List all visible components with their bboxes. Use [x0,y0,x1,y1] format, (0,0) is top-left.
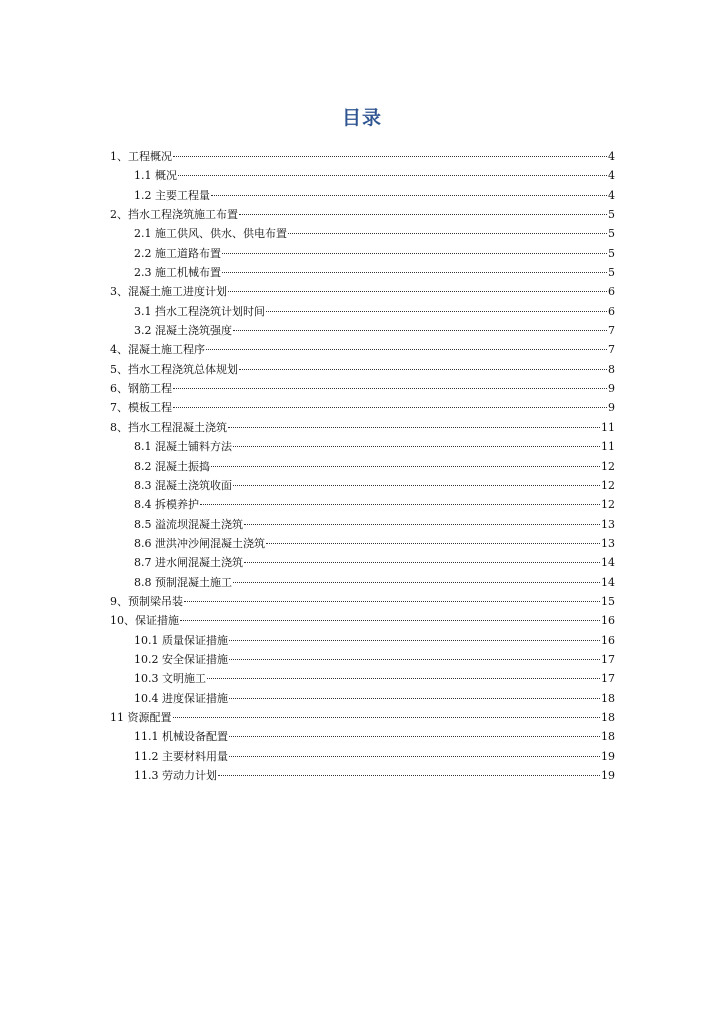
dot-leader [233,581,600,583]
toc-entry[interactable] [110,321,615,340]
toc-entry[interactable] [110,302,615,321]
toc-entry[interactable] [110,224,615,243]
toc-entry-label: 8.6 泄洪冲沙闸混凝土浇筑 [134,536,265,550]
toc-entry[interactable] [110,708,615,727]
dot-leader [233,445,600,447]
page-title: 目录 [341,107,382,129]
toc-entry-label: 3、混凝土施工进度计划 [110,285,227,299]
toc-entry-page-number: 14 [601,556,615,570]
dot-leader [206,348,607,350]
toc-entry-label: 11.3 劳动力计划 [134,769,217,782]
toc-entry-page-number: 16 [601,614,615,628]
toc-entry-label: 8.2 混凝土振捣 [134,459,210,473]
toc-entry[interactable] [110,553,615,572]
toc-entry-label: 9、预制梁吊装 [110,594,183,608]
toc-entry[interactable] [110,650,615,669]
toc-entry-label: 10.2 安全保证措施 [134,652,228,666]
dot-leader [180,619,600,621]
toc-entry[interactable] [110,495,615,514]
toc-entry-page-number: 12 [601,459,615,473]
toc-entry-page-number: 18 [601,730,615,744]
dot-leader [229,735,600,737]
toc-entry[interactable] [110,205,615,224]
dot-leader [233,484,600,486]
dot-leader [288,232,607,234]
toc-entry[interactable] [110,727,615,746]
toc-entry[interactable] [110,437,615,456]
toc-entry-page-number: 18 [601,710,615,724]
toc-entry-label: 8.7 进水闸混凝土浇筑 [134,556,243,570]
toc-entry[interactable] [110,244,615,263]
dot-leader [229,755,600,757]
table-of-contents [110,147,615,785]
toc-entry-label: 10.3 文明施工 [134,672,206,686]
toc-entry-label: 8.3 混凝土浇筑收面 [134,478,232,492]
toc-entry[interactable] [110,282,615,301]
dot-leader [173,406,607,408]
dot-leader [222,271,607,273]
toc-entry[interactable] [110,611,615,630]
toc-entry-page-number: 14 [601,575,615,589]
dot-leader [229,658,600,660]
toc-entry-label: 6、钢筋工程 [110,382,172,396]
toc-entry-page-number: 8 [608,362,615,376]
toc-entry-label: 2.3 施工机械布置 [134,266,221,280]
toc-entry-page-number: 19 [601,749,615,763]
toc-entry-label: 5、挡水工程浇筑总体规划 [110,362,238,376]
toc-entry[interactable] [110,689,615,708]
toc-entry-page-number: 19 [601,769,615,782]
toc-entry-label: 8.4 拆模养护 [134,498,199,512]
dot-leader [173,716,601,718]
toc-entry-page-number: 4 [608,150,615,163]
toc-entry-label: 3.2 混凝土浇筑强度 [134,324,232,338]
toc-entry-page-number: 16 [601,633,615,647]
toc-entry-page-number: 4 [608,169,615,183]
toc-entry[interactable] [110,515,615,534]
toc-entry[interactable] [110,360,615,379]
toc-entry-page-number: 13 [601,517,615,531]
toc-entry[interactable] [110,476,615,495]
dot-leader [228,426,600,428]
toc-entry-page-number: 5 [608,246,615,260]
toc-entry-label: 8.1 混凝土铺料方法 [134,440,232,454]
toc-entry-page-number: 12 [601,498,615,512]
dot-leader [244,523,600,525]
toc-entry[interactable] [110,592,615,611]
toc-entry[interactable] [110,631,615,650]
dot-leader [233,329,607,331]
dot-leader [211,465,600,467]
dot-leader [184,600,600,602]
dot-leader [207,677,600,679]
toc-entry[interactable] [110,573,615,592]
toc-entry[interactable] [110,340,615,359]
toc-entry-label: 1、工程概况 [110,150,172,163]
toc-entry-label: 11.1 机械设备配置 [134,730,228,744]
toc-entry-page-number: 9 [608,382,615,396]
toc-entry-page-number: 5 [608,227,615,241]
dot-leader [173,155,607,157]
toc-entry-page-number: 7 [608,324,615,338]
dot-leader [239,368,607,370]
toc-entry-label: 10.1 质量保证措施 [134,633,228,647]
dot-leader [211,194,607,196]
toc-entry[interactable] [110,766,615,785]
toc-entry-label: 10、保证措施 [110,614,179,628]
toc-entry-label: 4、混凝土施工程序 [110,343,205,357]
dot-leader [244,561,600,563]
dot-leader [200,503,600,505]
dot-leader [239,213,607,215]
dot-leader [229,639,600,641]
toc-entry-page-number: 13 [601,536,615,550]
toc-entry-label: 2.2 施工道路布置 [134,246,221,260]
toc-entry-page-number: 6 [608,304,615,318]
dot-leader [178,174,607,176]
dot-leader [173,387,607,389]
toc-entry-page-number: 12 [601,478,615,492]
toc-entry-label: 11 资源配置 [110,710,172,724]
toc-entry-page-number: 17 [601,672,615,686]
toc-entry-label: 1.2 主要工程量 [134,188,210,202]
toc-entry-page-number: 5 [608,266,615,280]
toc-entry[interactable] [110,669,615,688]
toc-entry[interactable] [110,747,615,766]
dot-leader [266,310,607,312]
toc-entry[interactable] [110,166,615,185]
toc-entry-page-number: 11 [601,440,615,454]
toc-entry-label: 3.1 挡水工程浇筑计划时间 [134,304,265,318]
toc-entry-label: 1.1 概况 [134,169,177,183]
toc-entry-page-number: 6 [608,285,615,299]
toc-entry-page-number: 17 [601,652,615,666]
toc-entry[interactable] [110,147,615,166]
toc-entry-page-number: 11 [601,420,615,434]
toc-entry-page-number: 7 [608,343,615,357]
toc-entry-page-number: 15 [601,594,615,608]
toc-entry-label: 11.2 主要材料用量 [134,749,228,763]
toc-entry-label: 8.5 溢流坝混凝土浇筑 [134,517,243,531]
toc-entry-label: 10.4 进度保证措施 [134,691,228,705]
toc-entry-page-number: 18 [601,691,615,705]
toc-entry-page-number: 5 [608,208,615,222]
toc-entry[interactable] [110,457,615,476]
toc-entry[interactable] [110,263,615,282]
dot-leader [222,252,607,254]
toc-entry-page-number: 4 [608,188,615,202]
toc-entry-label: 2.1 施工供风、供水、供电布置 [134,227,287,241]
toc-entry[interactable] [110,186,615,205]
toc-entry[interactable] [110,398,615,417]
dot-leader [266,542,600,544]
toc-entry-label: 8.8 预制混凝土施工 [134,575,232,589]
toc-entry[interactable] [110,534,615,553]
toc-entry-label: 8、挡水工程混凝土浇筑 [110,420,227,434]
toc-entry-page-number: 9 [608,401,615,415]
dot-leader [218,774,600,776]
toc-entry[interactable] [110,379,615,398]
dot-leader [229,697,600,699]
dot-leader [228,290,607,292]
toc-entry-label: 7、模板工程 [110,401,172,415]
toc-entry[interactable] [110,418,615,437]
toc-entry-label: 2、挡水工程浇筑施工布置 [110,208,238,222]
